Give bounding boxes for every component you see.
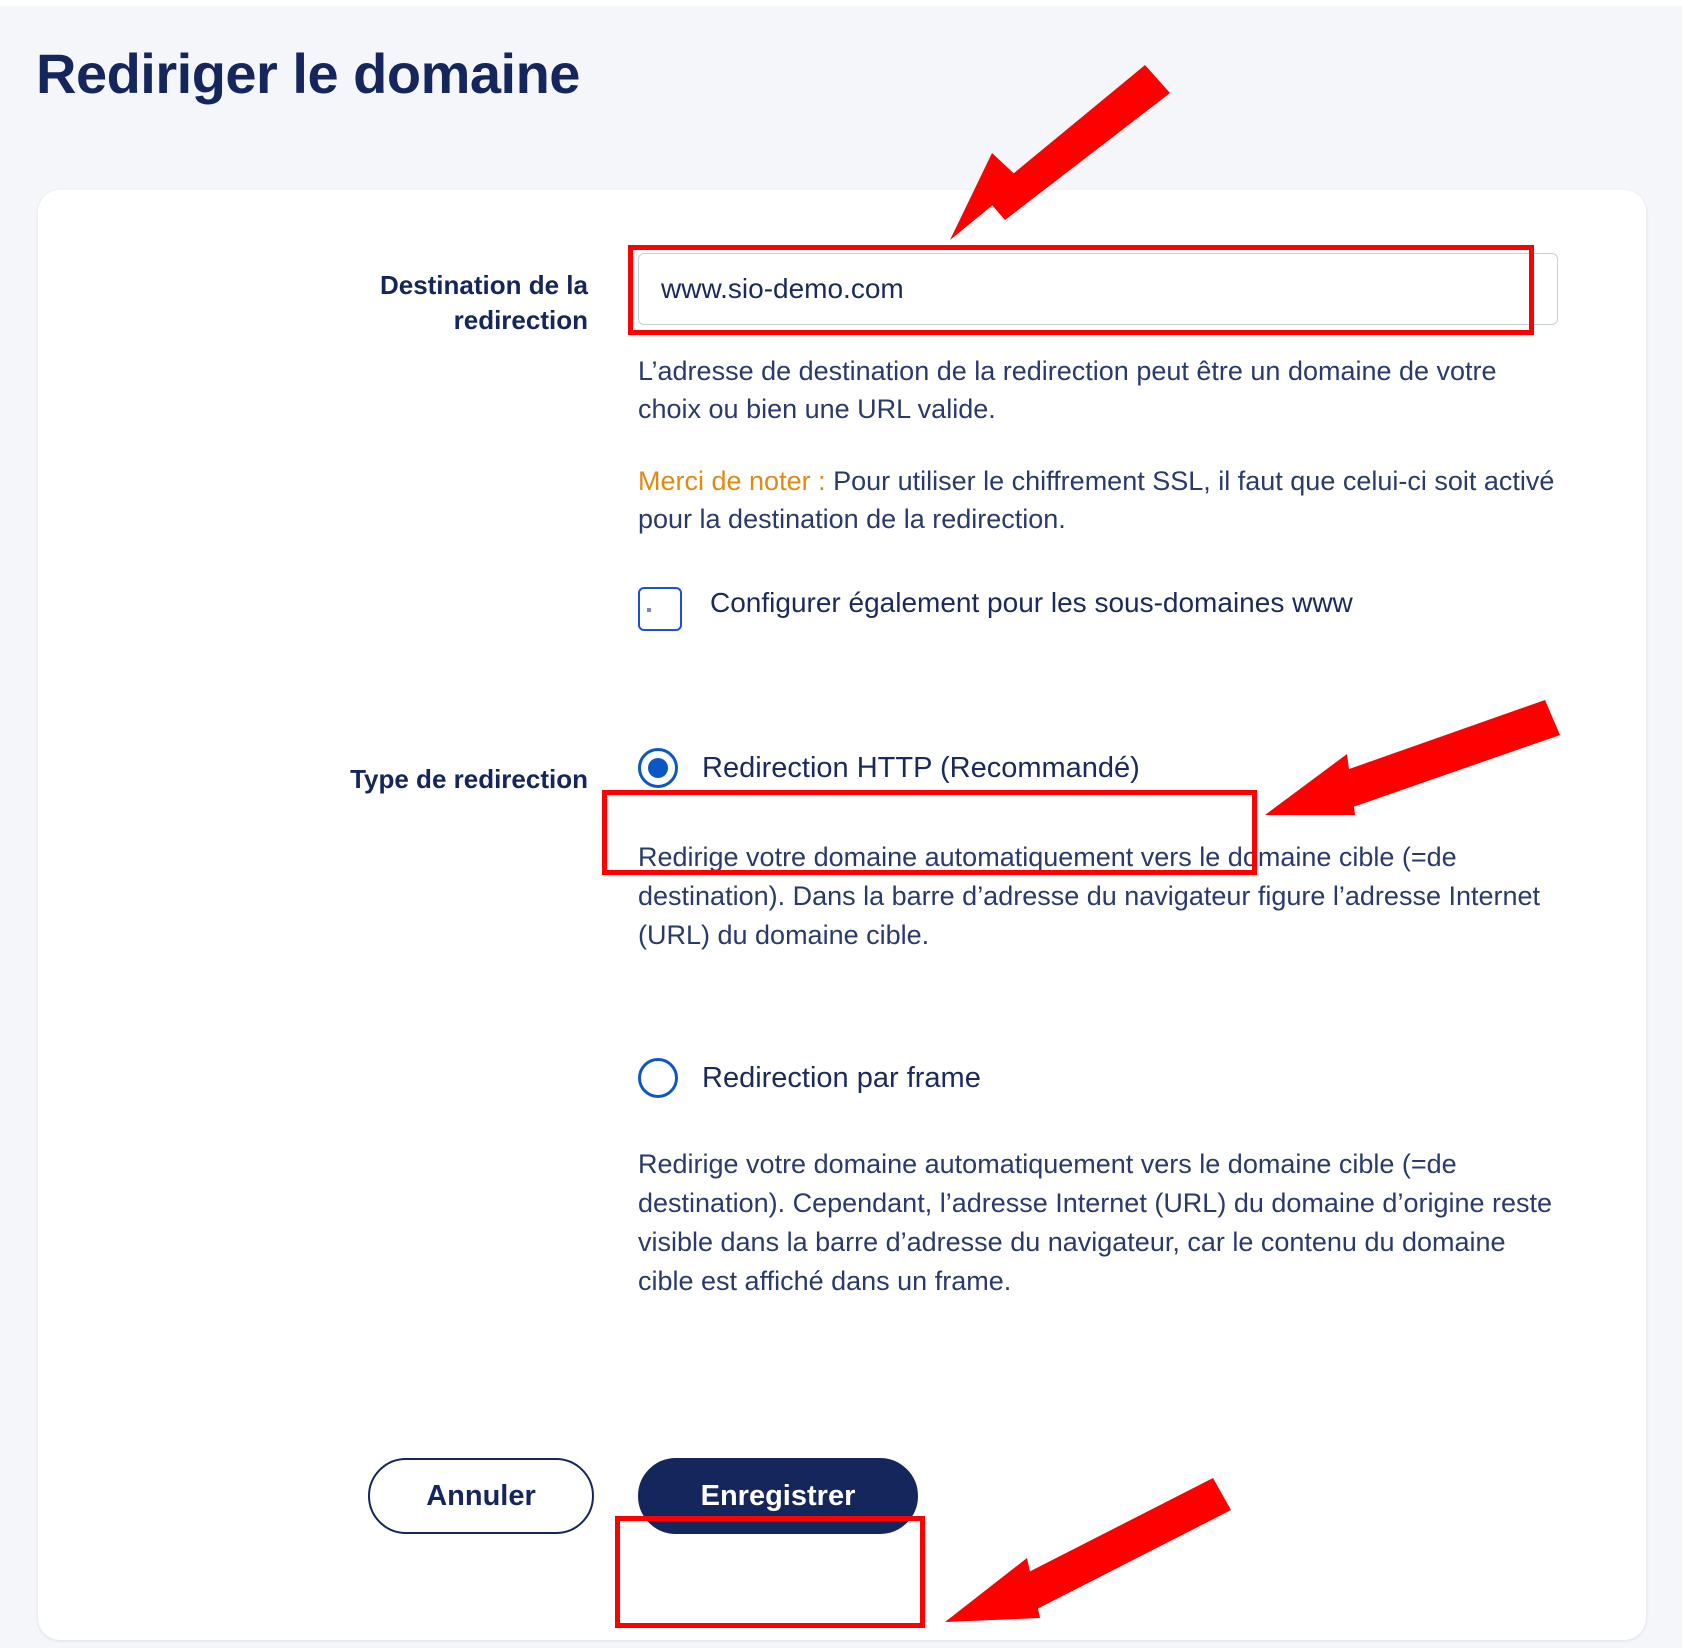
top-strip xyxy=(0,0,1682,6)
redirect-form-card xyxy=(38,190,1646,1640)
cancel-button[interactable]: Annuler xyxy=(368,1458,594,1534)
radio-frame-label: Redirection par frame xyxy=(702,1061,981,1094)
redirect-frame-description: Redirige votre domaine automatiquement vers le domaine cible (=de destination). Cependant, l’adresse Internet (URL) du domaine d’origine reste visible dans la barre d’adresse du navigateur, car le contenu du domaine cible est affiché dans un frame. xyxy=(638,1149,1553,1297)
destination-ssl-note xyxy=(638,462,1558,539)
save-button[interactable]: Enregistrer xyxy=(638,1458,918,1534)
radio-http-icon[interactable] xyxy=(638,748,678,788)
redirect-http-description: Redirige votre domaine automatiquement vers le domaine cible (=de destination). Dans la barre d’adresse du navigateur figure l’adresse Internet (URL) du domaine cible. xyxy=(638,842,1541,951)
radio-http-label: Redirection HTTP (Recommandé) xyxy=(702,751,1140,784)
radio-option-frame[interactable] xyxy=(638,1058,981,1098)
ssl-note-text: Pour utiliser le chiffrement SSL, il faut que celui-ci soit activé pour la destination de la redirection. xyxy=(638,466,1555,535)
destination-label: Destination de la redirection xyxy=(379,270,588,336)
subdomain-checkbox[interactable] xyxy=(638,587,682,631)
ssl-note-lead: Merci de noter : xyxy=(638,466,826,496)
subdomain-checkbox-row[interactable] xyxy=(638,583,1558,631)
destination-input[interactable] xyxy=(638,253,1558,325)
form-actions xyxy=(368,1458,918,1534)
destination-helper-text: L’adresse de destination de la redirection peut être un domaine de votre choix ou bien une URL valide. xyxy=(638,356,1497,425)
redirect-type-label: Type de redirection xyxy=(350,764,588,794)
page-title: Rediriger le domaine xyxy=(36,41,580,105)
subdomain-checkbox-label: Configurer également pour les sous-domaines www xyxy=(710,587,1353,618)
radio-option-http[interactable] xyxy=(638,748,1140,788)
checkbox-inner-dot xyxy=(647,608,651,612)
radio-frame-icon[interactable] xyxy=(638,1058,678,1098)
